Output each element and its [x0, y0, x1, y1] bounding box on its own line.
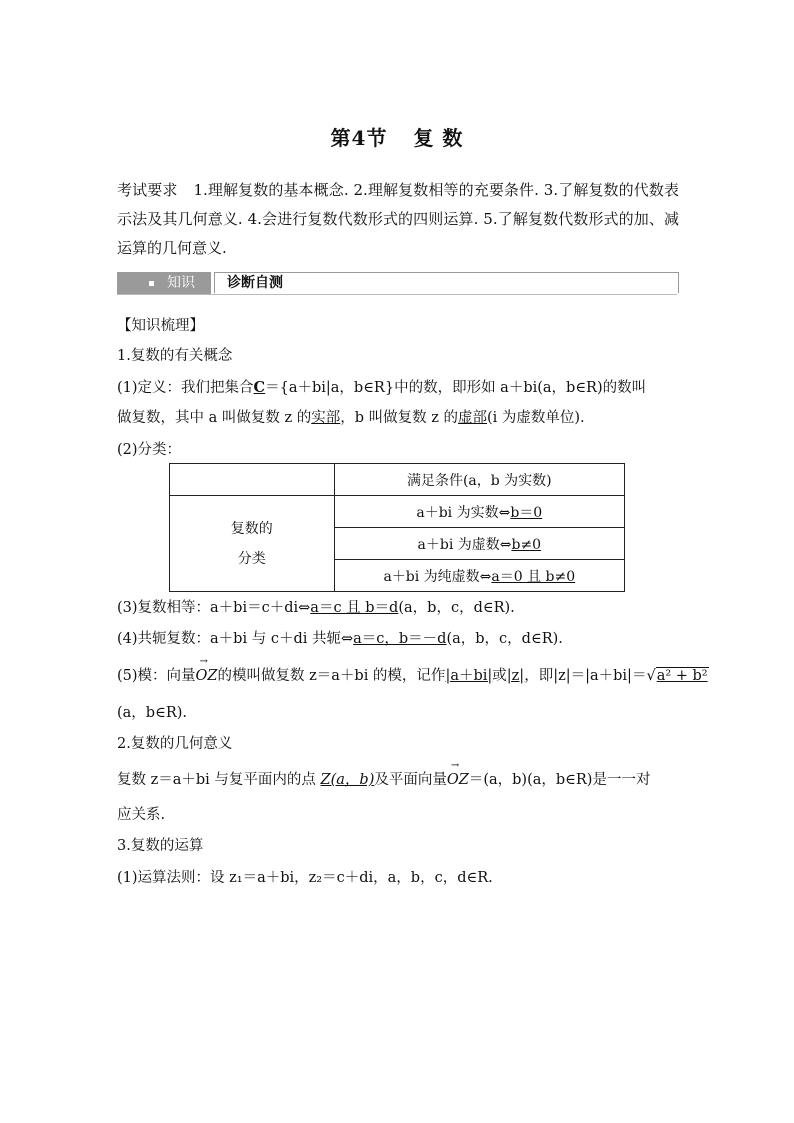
section-banner	[117, 272, 677, 295]
exam-requirements	[117, 176, 679, 263]
classification-label: (2)分类：	[117, 442, 182, 458]
geometry-line-1	[117, 760, 651, 790]
geometry-text-a: 复数 z＝a＋bi 与复平面内的点	[117, 772, 321, 788]
table-cell	[334, 560, 624, 592]
modulus-text-c: ，即|z|＝|a＋bi|＝	[524, 668, 647, 684]
cell-text: a＋bi 为实数⇔	[416, 504, 511, 521]
cell-condition: b≠0	[511, 536, 542, 553]
conjugate-condition: a＝c，b＝－d	[353, 631, 447, 647]
requirements-text: 1.理解复数的基本概念. 2.理解复数相等的充要条件. 3.了解复数的代数表示法及其几何意义. 4.会进行复数代数形式的四则运算. 5.了解复数代数形式的加、减运算的几何意义.	[117, 181, 679, 257]
modulus-text-b: 的模叫做复数 z＝a＋bi 的模，记作	[217, 668, 446, 684]
banner-tag-label: 知识	[167, 275, 195, 291]
vector-label: OZ	[195, 668, 218, 684]
table-cell	[334, 528, 624, 560]
def-text-b: ＝{a＋bi|a，b∈R}中的数，即形如 a＋bi(a，b∈R)的数叫	[265, 380, 647, 396]
row-label-line-2: 分类	[237, 550, 266, 567]
table-header-cell: 满足条件(a，b 为实数)	[334, 464, 624, 496]
modulus-notation-1: |a＋bi|	[445, 668, 493, 684]
chapter-topic: 复 数	[413, 126, 464, 150]
modulus-or: 或	[492, 668, 507, 684]
modulus-notation-2: |z|	[506, 668, 525, 684]
knowledge-header: 【知识梳理】	[117, 318, 204, 334]
modulus-line	[117, 656, 709, 686]
banner-title: 诊断自测	[227, 275, 283, 291]
vector-oz	[195, 656, 218, 686]
vector-arrow-icon: →	[450, 760, 460, 771]
complex-equality	[117, 598, 515, 618]
sqrt-expression: a² + b²	[656, 668, 708, 684]
square-bullet-icon	[149, 281, 154, 286]
table-header-row	[170, 464, 625, 496]
row-label-line-1: 复数的	[230, 520, 273, 537]
sqrt-icon: √	[646, 668, 656, 684]
def-text-d: ，b 叫做复数 z 的	[340, 410, 458, 426]
section3-heading: 3.复数的运算	[117, 838, 204, 854]
equality-text-a: (3)复数相等：a＋bi＝c＋di⇔	[117, 600, 311, 616]
cell-condition: a＝0 且 b≠0	[491, 568, 576, 585]
cell-text: a＋bi 为纯虚数⇔	[383, 568, 492, 585]
conjugate-text-a: (4)共轭复数：a＋bi 与 c＋di 共轭⇔	[117, 631, 354, 647]
real-part-term: 实部	[311, 410, 341, 426]
conjugate-text-b: (a，b，c，d∈R).	[446, 631, 563, 647]
operation-rules: (1)运算法则：设 z₁＝a＋bi，z₂＝c＋di，a，b，c，d∈R.	[117, 870, 493, 886]
vector-label: OZ	[446, 772, 469, 788]
def-text-a: (1)定义：我们把集合	[117, 380, 254, 396]
banner-title-bar	[214, 272, 679, 293]
conjugate-line	[117, 629, 563, 649]
equality-condition: a＝c 且 b＝d	[310, 600, 399, 616]
cell-text: a＋bi 为虚数⇔	[417, 536, 512, 553]
table-cell	[334, 496, 624, 528]
chapter-number: 第4节	[330, 126, 388, 150]
def-text-e: (i 为虚数单位).	[486, 410, 585, 426]
set-c: C	[253, 379, 266, 396]
classification-table	[169, 463, 625, 592]
equality-text-b: (a，b，c，d∈R).	[398, 600, 515, 616]
geometry-text-b: 及平面向量	[374, 772, 447, 788]
table-corner-cell	[170, 464, 335, 496]
geometry-line-2: 应关系.	[117, 807, 166, 823]
vector-arrow-icon: →	[199, 656, 208, 667]
section2-heading: 2.复数的几何意义	[117, 736, 233, 752]
page-title	[0, 122, 794, 151]
definition-line-2	[117, 408, 585, 428]
table-row	[170, 496, 625, 528]
imag-part-term: 虚部	[457, 410, 487, 426]
def-text-c: 做复数，其中 a 叫做复数 z 的	[117, 410, 312, 426]
modulus-condition: (a，b∈R).	[117, 705, 188, 721]
cell-condition: b＝0	[510, 504, 543, 521]
banner-tag	[117, 272, 211, 294]
vector-oz	[446, 760, 469, 790]
table-row-label	[170, 496, 335, 592]
requirements-label: 考试要求	[117, 181, 178, 199]
definition-line-1	[117, 378, 646, 398]
modulus-text-a: (5)模：向量	[117, 668, 196, 684]
geometry-text-c: ＝(a，b)(a，b∈R)是一一对	[468, 772, 651, 788]
section1-heading: 1.复数的有关概念	[117, 348, 233, 364]
point-z: Z(a，b)	[320, 772, 375, 788]
